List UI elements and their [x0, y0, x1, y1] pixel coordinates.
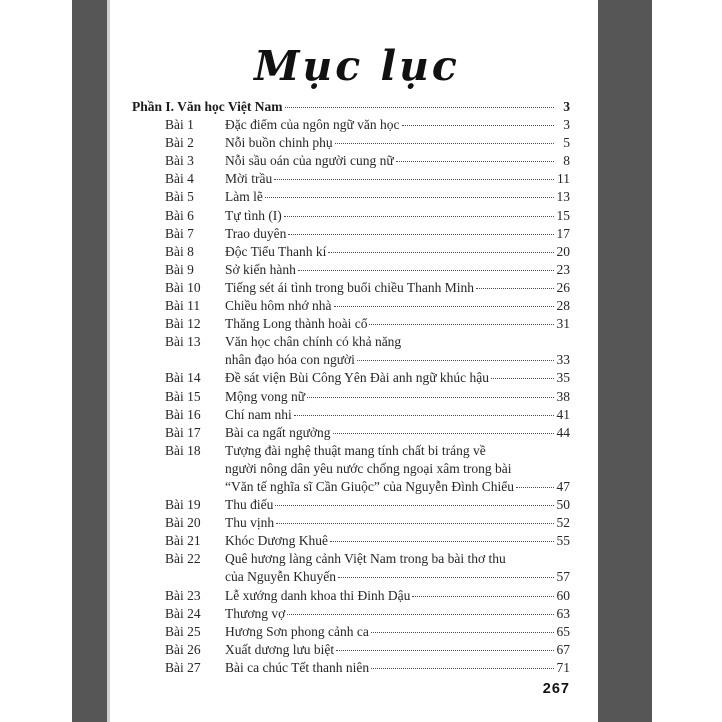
entry-number: Bài 27 [165, 659, 201, 675]
entry-title-text: Quê hương làng cảnh Việt Nam trong ba bài thơ thu [225, 551, 506, 567]
entry-page: 28 [556, 298, 570, 314]
entry-title-text: của Nguyễn Khuyến [225, 569, 336, 585]
toc-section-label: Phần I. Văn học Việt Nam [132, 99, 283, 114]
entry-title-block [225, 116, 570, 134]
entry-title-text: Nỗi buồn chinh phụ [225, 135, 333, 151]
entry-line [225, 550, 570, 568]
entry-line [225, 315, 570, 333]
entry-number: Bài 10 [165, 279, 201, 295]
toc-entry [132, 587, 570, 605]
entry-title-text: Hương Sơn phong cảnh ca [225, 623, 369, 639]
entry-page: 71 [556, 659, 570, 675]
leader-dots [274, 179, 554, 180]
entry-title-text: người nông dân yêu nước chống ngoại xâm trong bài [225, 460, 512, 476]
entry-title-text: Tượng đài nghệ thuật mang tính chất bi tráng về [225, 442, 486, 458]
toc-entry [132, 152, 570, 170]
leader-dots [265, 197, 554, 198]
entry-number: Bài 1 [165, 117, 194, 133]
entry-page: 11 [557, 171, 570, 187]
entry-title-block [225, 134, 570, 152]
entry-title-text: Xuất dương lưu biệt [225, 641, 335, 657]
entry-line [225, 641, 570, 659]
toc-entry [132, 532, 570, 550]
entry-title-text: Chí nam nhi [225, 406, 292, 422]
entry-title-text: Tiếng sét ái tình trong buổi chiều Thanh Minh [225, 279, 474, 295]
entry-number: Bài 3 [165, 153, 194, 169]
toc-entry [132, 225, 570, 243]
entry-number: Bài 17 [165, 424, 201, 440]
entry-title-text: Lễ xướng danh khoa thi Đinh Dậu [225, 587, 411, 603]
toc-entry [132, 605, 570, 623]
entry-line [225, 297, 570, 315]
entry-number: Bài 13 [165, 334, 201, 350]
entry-title-text: Mộng vong nữ [225, 388, 306, 404]
entry-line [225, 532, 570, 550]
entry-page: 23 [556, 261, 570, 277]
table-of-contents [132, 98, 570, 677]
leader-dots [338, 577, 554, 578]
leader-dots [357, 360, 554, 361]
entry-line [225, 351, 570, 369]
entry-page: 3 [563, 117, 570, 133]
entry-number: Bài 12 [165, 316, 201, 332]
entry-line [225, 587, 570, 605]
entry-title-block [225, 406, 570, 424]
leader-dots [371, 632, 554, 633]
entry-title-block [225, 605, 570, 623]
page-edge-line [107, 0, 110, 722]
entry-line [225, 170, 570, 188]
entry-line [225, 188, 570, 206]
entry-title-text: Thăng Long thành hoài cổ [225, 316, 368, 332]
entry-title-text: Đề sát viện Bùi Công Yên Đài anh ngữ khúc hậu [225, 370, 490, 386]
toc-entry [132, 116, 570, 134]
photo-background-right-strip [598, 0, 652, 722]
entry-title-text: “Văn tế nghĩa sĩ Cần Giuộc” của Nguyễn Đình Chiểu [225, 478, 515, 494]
entry-title-text: Trao duyên [225, 225, 287, 241]
entry-line [225, 279, 570, 297]
entry-line [225, 116, 570, 134]
entry-title-block [225, 496, 570, 514]
toc-entry [132, 261, 570, 279]
leader-dots [288, 234, 554, 235]
entry-title-block [225, 279, 570, 297]
entry-title-text: Đặc điểm của ngôn ngữ văn học [225, 117, 400, 133]
entry-page: 15 [556, 207, 570, 223]
entry-page: 41 [556, 406, 570, 422]
toc-section-page: 3 [563, 99, 570, 114]
entry-line [225, 388, 570, 406]
entry-title-block [225, 424, 570, 442]
entry-page: 67 [556, 641, 570, 657]
entry-page: 31 [556, 316, 570, 332]
entry-title-block [225, 514, 570, 532]
entry-title-text: Sở kiến hành [225, 261, 296, 277]
entry-title-block [225, 659, 570, 677]
toc-entry [132, 207, 570, 225]
leader-dots [285, 107, 554, 108]
entry-page: 57 [556, 569, 570, 585]
toc-entry [132, 442, 570, 496]
entry-line [225, 623, 570, 641]
entry-title-text: Bài ca chúc Tết thanh niên [225, 659, 370, 675]
leader-dots [336, 650, 554, 651]
entry-page: 60 [556, 587, 570, 603]
entry-number: Bài 6 [165, 207, 194, 223]
leader-dots [287, 614, 554, 615]
leader-dots [396, 161, 554, 162]
entry-number: Bài 9 [165, 261, 194, 277]
entry-line [225, 496, 570, 514]
entry-page: 38 [556, 388, 570, 404]
leader-dots [330, 541, 554, 542]
leader-dots [476, 288, 554, 289]
entry-title-text: Văn học chân chính có khả năng [225, 334, 402, 350]
entry-line [225, 261, 570, 279]
entry-title-block [225, 550, 570, 586]
toc-entry [132, 659, 570, 677]
entry-number: Bài 4 [165, 171, 194, 187]
entry-line [225, 442, 570, 460]
entry-number: Bài 18 [165, 442, 201, 458]
toc-entry [132, 279, 570, 297]
entry-title-block [225, 207, 570, 225]
entry-title-text: Tự tình (I) [225, 207, 282, 223]
entry-title-block [225, 170, 570, 188]
entry-title-block [225, 152, 570, 170]
toc-entry [132, 134, 570, 152]
entry-number: Bài 21 [165, 533, 201, 549]
entry-line [225, 333, 570, 351]
entry-number: Bài 15 [165, 388, 201, 404]
entry-number: Bài 24 [165, 605, 201, 621]
entry-number: Bài 23 [165, 587, 201, 603]
entry-page: 63 [556, 605, 570, 621]
entry-number: Bài 16 [165, 406, 201, 422]
leader-dots [402, 125, 554, 126]
entry-number: Bài 2 [165, 135, 194, 151]
entry-title-block [225, 587, 570, 605]
entry-number: Bài 25 [165, 623, 201, 639]
leader-dots [275, 505, 554, 506]
entry-title-block [225, 315, 570, 333]
toc-entry [132, 496, 570, 514]
entry-line [225, 134, 570, 152]
entry-title-block [225, 333, 570, 369]
entry-title-block [225, 297, 570, 315]
entry-title-text: Thu điếu [225, 497, 274, 513]
entry-title-block [225, 641, 570, 659]
entry-line [225, 243, 570, 261]
entry-line [225, 478, 570, 496]
entry-number: Bài 26 [165, 641, 201, 657]
entry-line [225, 225, 570, 243]
entry-page: 35 [556, 370, 570, 386]
leader-dots [412, 596, 554, 597]
entry-title-block [225, 261, 570, 279]
toc-entries [132, 116, 570, 677]
toc-entry [132, 315, 570, 333]
toc-section-row [132, 98, 570, 116]
entry-number: Bài 19 [165, 497, 201, 513]
entry-title-block [225, 225, 570, 243]
entry-page: 5 [563, 135, 570, 151]
entry-number: Bài 22 [165, 551, 201, 567]
toc-page-content [132, 0, 570, 697]
entry-page: 44 [556, 424, 570, 440]
entry-line [225, 605, 570, 623]
entry-title-block [225, 623, 570, 641]
leader-dots [276, 523, 554, 524]
leader-dots [335, 143, 554, 144]
toc-entry [132, 388, 570, 406]
entry-title-block [225, 369, 570, 387]
toc-entry [132, 550, 570, 586]
leader-dots [516, 487, 554, 488]
entry-page: 20 [556, 243, 570, 259]
toc-entry [132, 297, 570, 315]
entry-page: 26 [556, 279, 570, 295]
leader-dots [284, 216, 554, 217]
entry-title-block [225, 388, 570, 406]
entry-page: 52 [556, 515, 570, 531]
entry-title-block [225, 243, 570, 261]
entry-line [225, 460, 570, 478]
leader-dots [371, 668, 554, 669]
entry-title-text: Thương vợ [225, 605, 286, 621]
entry-number: Bài 8 [165, 243, 194, 259]
entry-title-text: nhân đạo hóa con người [225, 352, 355, 368]
entry-title-text: Mời trầu [225, 171, 273, 187]
entry-line [225, 659, 570, 677]
entry-line [225, 514, 570, 532]
toc-entry [132, 406, 570, 424]
entry-title-text: Thu vịnh [225, 515, 275, 531]
leader-dots [334, 306, 554, 307]
entry-page: 17 [556, 225, 570, 241]
entry-number: Bài 20 [165, 515, 201, 531]
entry-number: Bài 5 [165, 189, 194, 205]
entry-title-block [225, 532, 570, 550]
toc-entry [132, 623, 570, 641]
leader-dots [307, 397, 554, 398]
leader-dots [333, 433, 554, 434]
toc-entry [132, 514, 570, 532]
entry-number: Bài 14 [165, 370, 201, 386]
entry-title-text: Làm lẽ [225, 189, 263, 205]
entry-title-text: Chiều hôm nhớ nhà [225, 298, 332, 314]
toc-entry [132, 333, 570, 369]
entry-page: 55 [556, 533, 570, 549]
entry-page: 50 [556, 497, 570, 513]
leader-dots [328, 252, 554, 253]
page-title: Mục lục [254, 42, 460, 90]
photo-background-left-strip [72, 0, 107, 722]
entry-line [225, 568, 570, 586]
entry-page: 13 [556, 189, 570, 205]
leader-dots [491, 378, 554, 379]
entry-line [225, 406, 570, 424]
leader-dots [294, 415, 554, 416]
entry-line [225, 207, 570, 225]
toc-entry [132, 170, 570, 188]
toc-entry [132, 243, 570, 261]
entry-title-text: Khóc Dương Khuê [225, 533, 328, 549]
entry-page: 33 [556, 352, 570, 368]
entry-page: 47 [556, 478, 570, 494]
leader-dots [369, 324, 554, 325]
page-number: 267 [542, 681, 570, 697]
toc-entry [132, 369, 570, 387]
toc-entry [132, 188, 570, 206]
entry-title-text: Độc Tiểu Thanh kí [225, 243, 327, 259]
entry-page: 8 [563, 153, 570, 169]
leader-dots [298, 270, 554, 271]
entry-page: 65 [556, 623, 570, 639]
entry-title-block [225, 442, 570, 496]
entry-line [225, 152, 570, 170]
entry-title-text: Bài ca ngất ngưởng [225, 424, 331, 440]
entry-number: Bài 11 [165, 298, 201, 314]
entry-title-text: Nỗi sầu oán của người cung nữ [225, 153, 394, 169]
entry-title-block [225, 188, 570, 206]
entry-line [225, 424, 570, 442]
entry-line [225, 369, 570, 387]
entry-number: Bài 7 [165, 225, 194, 241]
toc-entry [132, 641, 570, 659]
toc-entry [132, 424, 570, 442]
